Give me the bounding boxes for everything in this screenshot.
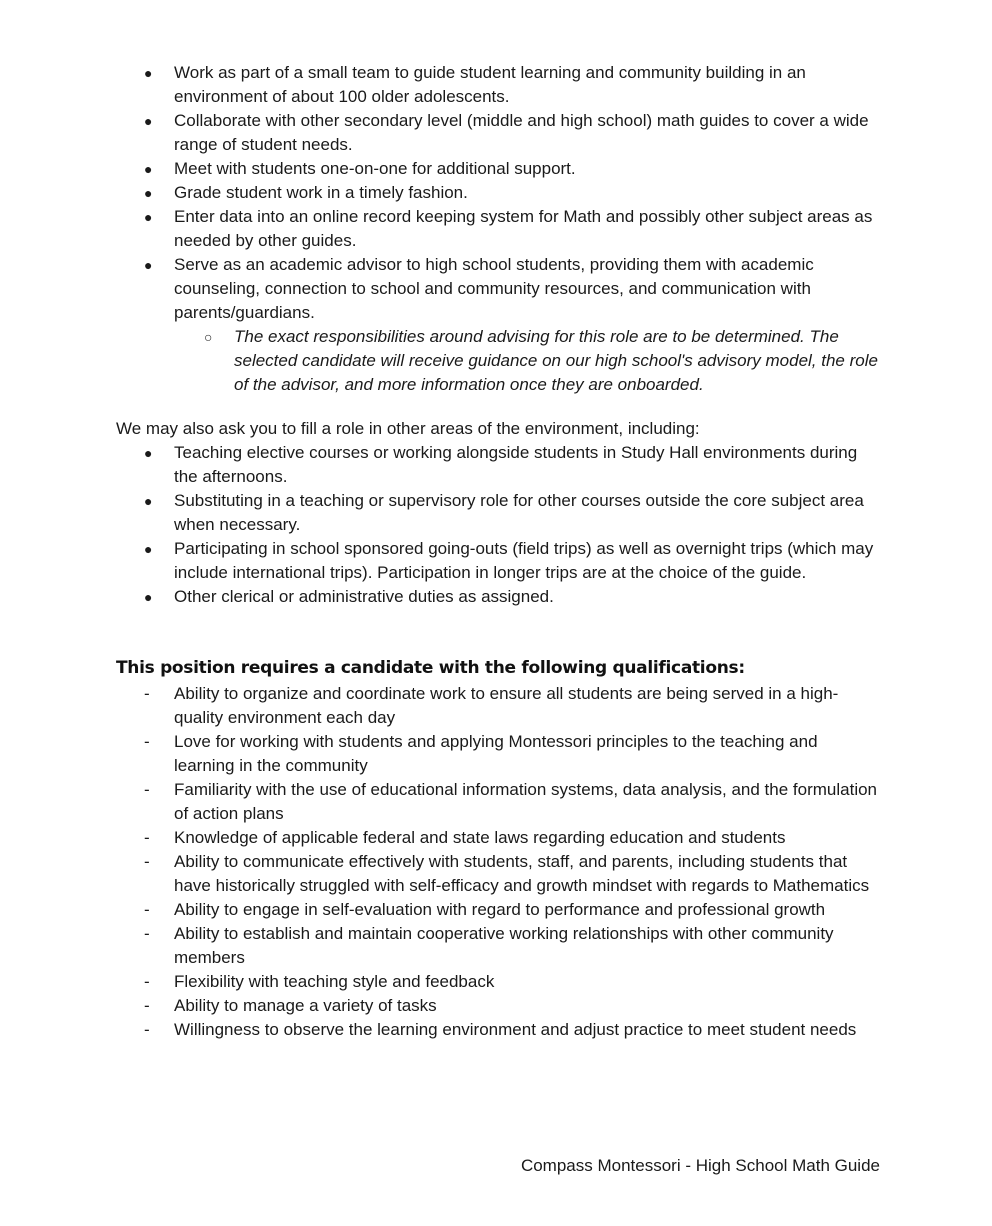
list-item — [0, 778, 880, 826]
page-footer: Compass Montessori - High School Math Guide — [520, 1156, 880, 1175]
list-item-text: Substituting in a teaching or supervisory role for other courses outside the core subject area when necessary. — [174, 491, 864, 534]
dash-icon: - — [144, 732, 150, 751]
list-item — [0, 922, 880, 970]
list-item — [0, 61, 880, 109]
list-item — [0, 898, 880, 922]
list-item — [0, 994, 880, 1018]
list-item-text: Love for working with students and applying Montessori principles to the teaching and learning in the community — [174, 732, 818, 775]
list-item-text: Participating in school sponsored going-outs (field trips) as well as overnight trips (which may include international trips). Participation in longer trips are at the choice of the guide. — [174, 539, 874, 582]
bullet-icon: ● — [144, 161, 153, 177]
bullet-icon: ● — [144, 541, 153, 557]
bullet-icon: ● — [144, 185, 153, 201]
dash-icon: - — [144, 924, 150, 943]
list-item-text: Knowledge of applicable federal and state laws regarding education and students — [174, 828, 786, 847]
list-item — [0, 489, 880, 537]
list-item — [0, 970, 880, 994]
list-item-text: Other clerical or administrative duties as assigned. — [174, 587, 554, 606]
list-item-text: Ability to manage a variety of tasks — [174, 996, 437, 1015]
list-item — [0, 325, 880, 397]
list-item — [0, 1018, 880, 1042]
bullet-icon: ● — [144, 445, 153, 461]
list-item — [0, 826, 880, 850]
list-item — [0, 205, 880, 253]
list-item — [0, 157, 880, 181]
bullet-icon: ● — [144, 65, 153, 81]
list-item-text: Work as part of a small team to guide student learning and community building in an environment of about 100 older adolescents. — [174, 63, 806, 106]
advising-sublist — [0, 325, 880, 397]
list-item-text: Teaching elective courses or working alongside students in Study Hall environments during the afternoons. — [174, 443, 858, 486]
list-item — [0, 109, 880, 157]
hollow-bullet-icon: ○ — [204, 329, 213, 345]
list-item — [0, 730, 880, 778]
list-item — [0, 537, 880, 585]
advising-note: The exact responsibilities around advising for this role are to be determined. The selected candidate will receive guidance on our high school's advisory model, the role of the advisor, and more information once they are onboarded. — [234, 327, 878, 394]
list-item — [0, 253, 880, 397]
dash-icon: - — [144, 996, 150, 1015]
list-item-text: Familiarity with the use of educational information systems, data analysis, and the formulation of action plans — [174, 780, 878, 823]
list-item — [0, 181, 880, 205]
dash-icon: - — [144, 828, 150, 847]
dash-icon: - — [144, 1020, 150, 1039]
list-item — [0, 850, 880, 898]
list-item-text: Ability to engage in self-evaluation with regard to performance and professional growth — [174, 900, 826, 919]
list-item — [0, 682, 880, 730]
list-item-text: Willingness to observe the learning environment and adjust practice to meet student needs — [174, 1020, 857, 1039]
other-roles-intro: We may also ask you to fill a role in other areas of the environment, including: — [116, 419, 700, 438]
bullet-icon: ● — [144, 257, 153, 273]
responsibilities-list — [0, 61, 880, 397]
qualifications-heading: This position requires a candidate with the following qualifications: — [116, 658, 745, 678]
dash-icon: - — [144, 780, 150, 799]
bullet-icon: ● — [144, 113, 153, 129]
dash-icon: - — [144, 900, 150, 919]
bullet-icon: ● — [144, 493, 153, 509]
list-item-text: Ability to organize and coordinate work to ensure all students are being served in a high-quality environment each day — [174, 684, 839, 727]
dash-icon: - — [144, 684, 150, 703]
dash-icon: - — [144, 972, 150, 991]
bullet-icon: ● — [144, 209, 153, 225]
list-item-text: Ability to establish and maintain cooperative working relationships with other community members — [174, 924, 834, 967]
list-item-text: Enter data into an online record keeping system for Math and possibly other subject areas as needed by other guides. — [174, 207, 873, 250]
bullet-icon: ● — [144, 589, 153, 605]
list-item-text: Collaborate with other secondary level (middle and high school) math guides to cover a wide range of student needs. — [174, 111, 869, 154]
list-item-text: Ability to communicate effectively with students, staff, and parents, including students that have historically struggled with self-efficacy and growth mindset with regards to Mathematics — [174, 852, 870, 895]
list-item-text: Grade student work in a timely fashion. — [174, 183, 468, 202]
dash-icon: - — [144, 852, 150, 871]
other-roles-list — [0, 441, 880, 609]
qualifications-list — [0, 682, 880, 1042]
list-item-text: Meet with students one-on-one for additional support. — [174, 159, 576, 178]
list-item-text: Serve as an academic advisor to high school students, providing them with academic counseling, connection to school and community resources, and communication with parents/guardians. — [174, 255, 814, 322]
list-item-text: Flexibility with teaching style and feedback — [174, 972, 495, 991]
list-item — [0, 585, 880, 609]
list-item — [0, 441, 880, 489]
